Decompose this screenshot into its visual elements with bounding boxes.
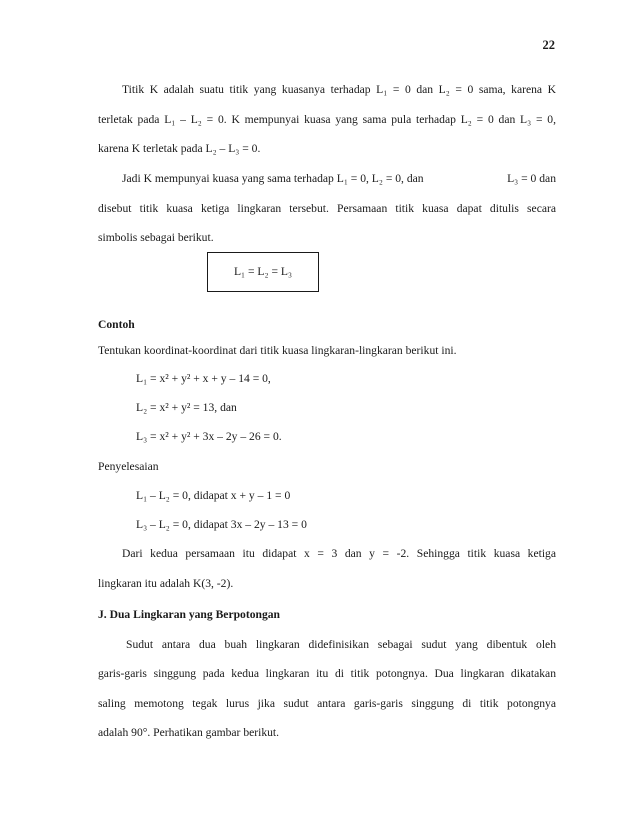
paragraph1-line1: Titik K adalah suatu titik yang kuasanya terhadap L₁ = 0 dan L₂ = 0 sama, karena K — [122, 83, 556, 96]
paragraph2-line3: simbolis sebagai berikut. — [98, 231, 214, 244]
section-line1: Sudut antara dua buah lingkaran didefinisikan sebagai sudut yang dibentuk oleh — [126, 638, 556, 651]
section-line4: adalah 90°. Perhatikan gambar berikut. — [98, 726, 280, 739]
paragraph2-line2: disebut titik kuasa ketiga lingkaran tersebut. Persamaan titik kuasa dapat ditulis secara — [98, 202, 556, 215]
solution-step1: L₁ – L₂ = 0, didapat x + y – 1 = 0 — [136, 489, 291, 502]
example-prompt: Tentukan koordinat-koordinat dari titik kuasa lingkaran-lingkaran berikut ini. — [98, 344, 457, 357]
solution-conclusion-line1: Dari kedua persamaan itu didapat x = 3 dan y = -2. Sehingga titik kuasa ketiga — [122, 547, 556, 560]
paragraph1-line3: karena K terletak pada L₂ – L₃ = 0. — [98, 142, 261, 155]
example-heading: Contoh — [98, 318, 135, 331]
paragraph2-line1-a: Jadi K mempunyai kuasa yang sama terhadap L₁ = 0, L₂ = 0, dan — [122, 172, 424, 185]
section-line2: garis-garis singgung pada kedua lingkaran itu di titik potongnya. Dua lingkaran dikatakan — [98, 667, 556, 680]
paragraph2-line1 — [122, 172, 556, 186]
solution-step2: L₃ – L₂ = 0, didapat 3x – 2y – 13 = 0 — [136, 518, 307, 531]
boxed-equation: L₁ = L₂ = L₃ — [207, 252, 319, 292]
example-eq3: L₃ = x² + y² + 3x – 2y – 26 = 0. — [136, 430, 282, 443]
paragraph2-line1-b: L₃ = 0 dan — [507, 172, 556, 185]
paragraph1-line2: terletak pada L₁ – L₂ = 0. K mempunyai kuasa yang sama pula terhadap L₂ = 0 dan L₃ = 0, — [98, 113, 556, 126]
solution-conclusion-line2: lingkaran itu adalah K(3, -2). — [98, 577, 234, 590]
section-heading: J. Dua Lingkaran yang Berpotongan — [98, 608, 280, 621]
section-line3: saling memotong tegak lurus jika sudut antara garis-garis singgung di titik potongnya — [98, 697, 556, 710]
solution-heading: Penyelesaian — [98, 460, 159, 473]
example-eq2: L₂ = x² + y² = 13, dan — [136, 401, 237, 414]
example-eq1: L₁ = x² + y² + x + y – 14 = 0, — [136, 372, 271, 385]
page-number: 22 — [542, 38, 555, 52]
